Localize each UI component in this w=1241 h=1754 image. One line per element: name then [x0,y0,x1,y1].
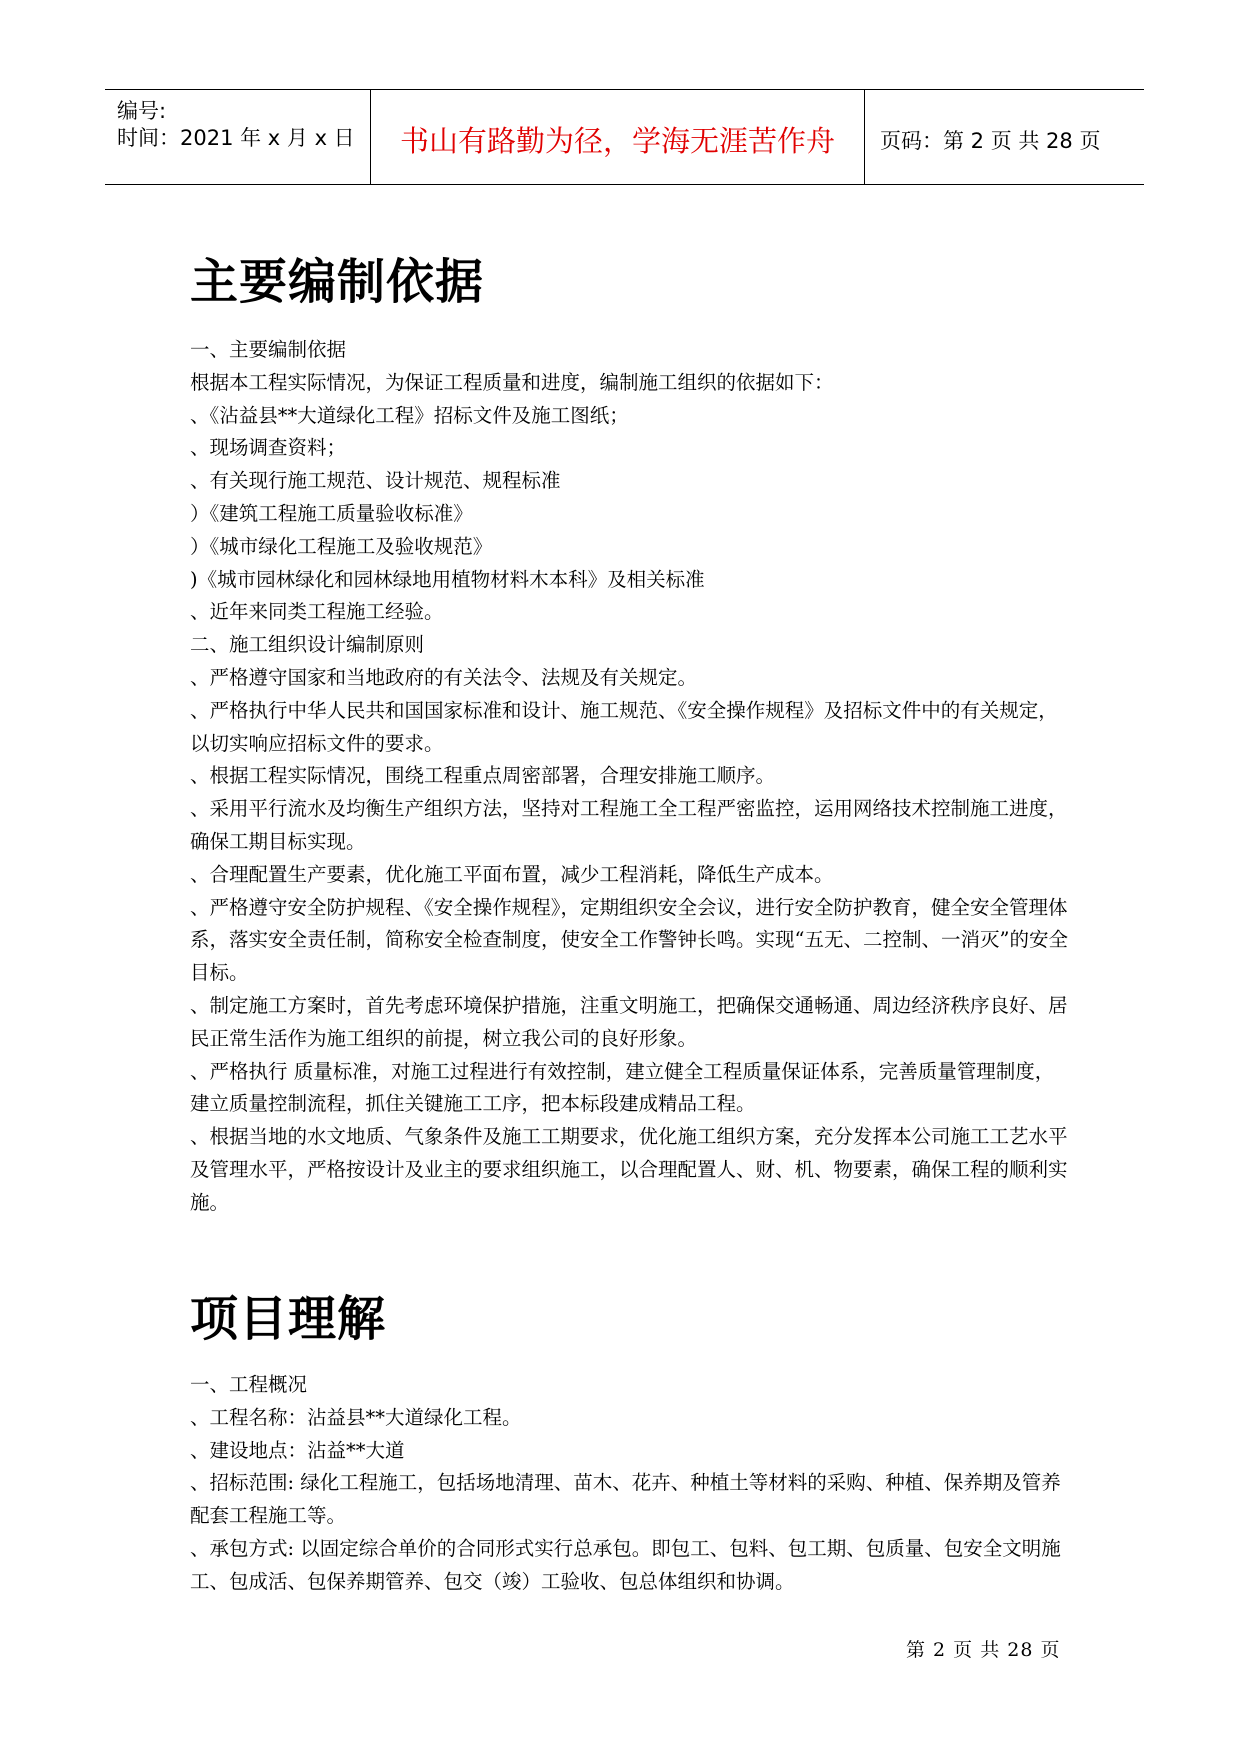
doc-time-label: 时间：2021 年 x 月 x 日 [117,126,355,150]
paragraph: 、现场调查资料； [190,436,347,460]
header-motto: 书山有路勤为径，学海无涯苦作舟 [399,124,835,158]
paragraph: 、承包方式: 以固定综合单价的合同形式实行总承包。即包工、包料、包工期、包质量、包安全文明施工、包成活、包保养期管养、包交（竣）工验收、包总体组织和协调。 [190,1536,1061,1593]
paragraph: 一、主要编制依据 [190,338,347,361]
header-page-cell [865,90,1144,184]
paragraph: 、近年来同类工程施工经验。 [190,600,444,624]
paragraph: )《城市园林绿化和园林绿地用植物材料木本科》及相关标准 [190,567,705,591]
section-title-basis: 主要编制依据 [190,254,485,310]
header-page-number: 页码：第 2 页 共 28 页 [880,129,1101,153]
paragraph: 、根据当地的水文地质、气象条件及施工工期要求，优化施工组织方案，充分发挥本公司施工工艺水平及管理水平，严格按设计及业主的要求组织施工，以合理配置人、财、机、物要素，确保工程的顺利实施。 [190,1125,1068,1214]
paragraph: ）《城市绿化工程施工及验收规范》 [190,534,493,558]
paragraph: ）《建筑工程施工质量验收标准》 [190,501,473,525]
paragraph: 、合理配置生产要素，优化施工平面布置，减少工程消耗，降低生产成本。 [190,862,834,886]
paragraph: 、根据工程实际情况，围绕工程重点周密部署，合理安排施工顺序。 [190,764,776,788]
section-body-basis [190,334,1070,1220]
paragraph: 一、工程概况 [190,1373,308,1396]
page-footer-number: 第 2 页 共 28 页 [906,1639,1061,1661]
paragraph: 二、施工组织设计编制原则 [190,633,425,657]
paragraph: 、严格执行 质量标准，对施工过程进行有效控制，建立健全工程质量保证体系，完善质量管理制度，建立质量控制流程，抓住关键施工工序，把本标段建成精品工程。 [190,1059,1055,1116]
header-meta-cell [105,90,371,184]
page-header [105,89,1144,185]
paragraph: 根据本工程实际情况，为保证工程质量和进度，编制施工组织的依据如下： [190,370,834,394]
paragraph: 、采用平行流水及均衡生产组织方法，坚持对工程施工全工程严密监控，运用网络技术控制施工进度，确保工期目标实现。 [190,797,1068,853]
section-body-understanding [190,1369,1070,1599]
paragraph: 、严格执行中华人民共和国国家标准和设计、施工规范、《安全操作规程》及招标文件中的有关规定，以切实响应招标文件的要求。 [190,698,1058,755]
paragraph: 、严格遵守国家和当地政府的有关法令、法规及有关规定。 [190,665,698,689]
paragraph: 、《沾益县**大道绿化工程》招标文件及施工图纸； [190,403,629,427]
paragraph: 、制定施工方案时，首先考虑环境保护措施，注重文明施工，把确保交通畅通、周边经济秩序良好、居民正常生活作为施工组织的前提，树立我公司的良好形象。 [190,993,1068,1050]
paragraph: 、严格遵守安全防护规程、《安全操作规程》，定期组织安全会议，进行安全防护教育，健全安全管理体系，落实安全责任制，简称安全检查制度，使安全工作警钟长鸣。实现“五无、二控制、一消灭”的安全目标。 [190,895,1068,985]
paragraph: 、建设地点：沾益**大道 [190,1438,405,1462]
paragraph: 、招标范围: 绿化工程施工，包括场地清理、苗木、花卉、种植土等材料的采购、种植、保养期及管养配套工程施工等。 [190,1471,1061,1528]
paragraph: 、工程名称：沾益县**大道绿化工程。 [190,1405,522,1429]
header-motto-cell [371,90,865,184]
paragraph: 、有关现行施工规范、设计规范、规程标准 [190,469,561,493]
doc-number-label: 编号: [117,99,167,123]
section-title-understanding: 项目理解 [190,1291,387,1347]
